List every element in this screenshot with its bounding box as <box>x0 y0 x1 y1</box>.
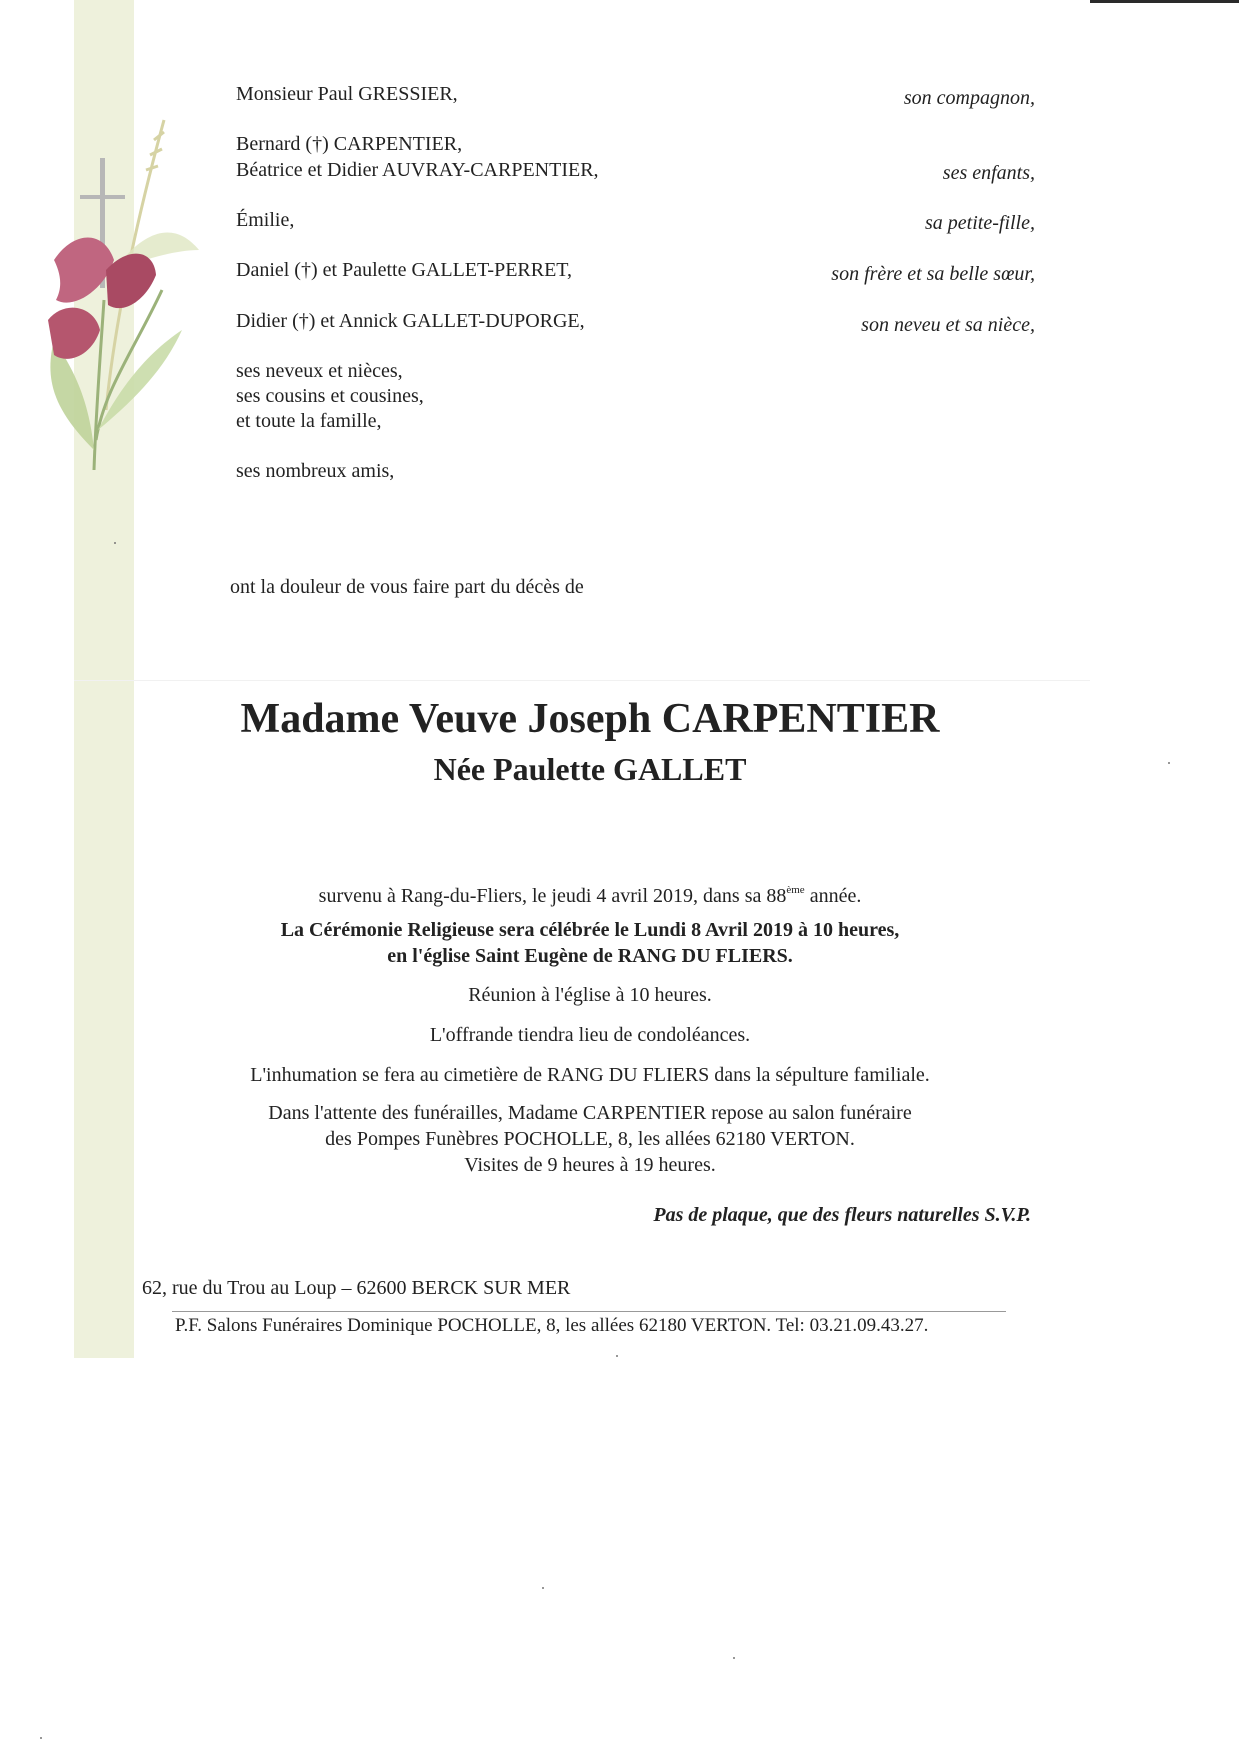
family-address: 62, rue du Trou au Loup – 62600 BERCK SUR MER <box>142 1277 571 1299</box>
lily-flower-icon <box>54 238 114 303</box>
funeral-home-footer: P.F. Salons Funéraires Dominique POCHOLLE, 8, les allées 62180 VERTON. Tel: 03.21.09.43.27. <box>175 1315 929 1336</box>
family-name-2a: Bernard (†) CARPENTIER, <box>236 133 463 155</box>
burial-line: L'inhumation se fera au cimetière de RANG DU FLIERS dans la sépulture familiale. <box>250 1064 930 1086</box>
family-name-3: Émilie, <box>236 209 295 231</box>
lily-flower-icon <box>106 254 156 309</box>
family-name-5: Didier (†) et Annick GALLET-DUPORGE, <box>236 310 585 332</box>
others-line-1: ses neveux et nièces, <box>236 360 403 382</box>
ceremony-line-2: en l'église Saint Eugène de RANG DU FLIERS. <box>387 945 793 967</box>
lily-cross-decoration <box>34 110 214 480</box>
lily-flower-icon <box>48 308 100 359</box>
friends-line: ses nombreux amis, <box>236 460 395 482</box>
family-name-4: Daniel (†) et Paulette GALLET-PERRET, <box>236 259 573 281</box>
family-name-2b: Béatrice et Didier AUVRAY-CARPENTIER, <box>236 159 599 181</box>
deceased-birth-name: Née Paulette GALLET <box>433 751 747 787</box>
family-relation-1: son compagnon, <box>903 87 1035 109</box>
scan-speck <box>1168 762 1170 764</box>
death-details: survenu à Rang-du-Fliers, le jeudi 4 avril 2019, dans sa 88ème année. <box>318 884 862 907</box>
family-relation-4: son frère et sa belle sœur, <box>831 263 1035 285</box>
others-line-2: ses cousins et cousines, <box>236 385 424 407</box>
family-relation-5: son neveu et sa nièce, <box>861 314 1035 336</box>
footer-rule <box>172 1311 1006 1312</box>
others-line-3: et toute la famille, <box>236 410 382 432</box>
scan-speck <box>114 542 116 544</box>
family-relation-3: sa petite-fille, <box>925 212 1035 234</box>
ceremony-line-1: La Cérémonie Religieuse sera célébrée le Lundi 8 Avril 2019 à 10 heures, <box>280 919 900 941</box>
visits-line: Visites de 9 heures à 19 heures. <box>464 1154 716 1176</box>
rest-line-1: Dans l'attente des funérailles, Madame CARPENTIER repose au salon funéraire <box>268 1102 912 1124</box>
scan-speck <box>733 1657 735 1659</box>
scan-edge-line <box>1090 0 1239 3</box>
scan-speck <box>542 1587 544 1589</box>
fold-line <box>74 680 1090 681</box>
family-relation-2: ses enfants, <box>942 162 1035 184</box>
scan-speck <box>616 1355 618 1357</box>
meeting-line: Réunion à l'église à 10 heures. <box>468 984 712 1006</box>
deceased-name: Madame Veuve Joseph CARPENTIER <box>240 696 940 742</box>
cross-icon-horizontal <box>80 195 125 199</box>
flowers-note: Pas de plaque, que des fleurs naturelles S.V.P. <box>653 1204 1031 1226</box>
offering-line: L'offrande tiendra lieu de condoléances. <box>429 1024 751 1046</box>
rest-line-2: des Pompes Funèbres POCHOLLE, 8, les allées 62180 VERTON. <box>325 1128 855 1150</box>
scan-speck <box>40 1737 42 1739</box>
announcement-line: ont la douleur de vous faire part du décès de <box>230 576 584 598</box>
family-name-1: Monsieur Paul GRESSIER, <box>236 83 458 105</box>
